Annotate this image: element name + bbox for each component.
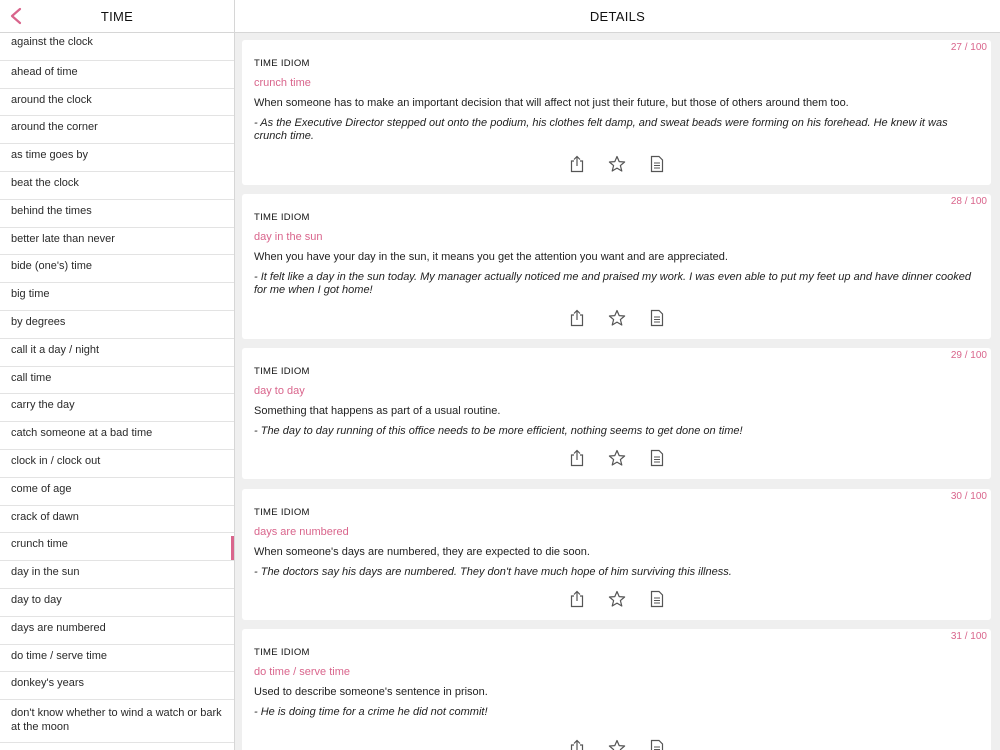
list-item[interactable]	[0, 367, 234, 395]
list-item-label: come of age	[11, 482, 72, 495]
share-button[interactable]	[568, 592, 586, 610]
card-phrase: day to day	[254, 385, 305, 397]
list-item[interactable]	[0, 33, 234, 61]
details-header	[235, 0, 1000, 33]
card-actions	[242, 741, 991, 750]
list-item-label: bide (one's) time	[11, 260, 92, 273]
card-example: - The doctors say his days are numbered. They don't have much hope of him surviving this illness.	[254, 566, 732, 578]
star-icon	[608, 739, 626, 750]
note-button[interactable]	[648, 311, 666, 329]
document-icon	[650, 155, 664, 178]
list-item[interactable]	[0, 394, 234, 422]
card-example: - It felt like a day in the sun today. My manager actually noticed me and praised my work. I was even able to put my feet up and have dinner cooked for me when I got home!	[254, 271, 972, 296]
idiom-list	[0, 33, 234, 743]
list-item-label: around the corner	[11, 121, 98, 134]
share-button[interactable]	[568, 157, 586, 175]
idiom-card	[242, 40, 991, 185]
star-icon	[608, 309, 626, 332]
list-item[interactable]	[0, 672, 234, 700]
favorite-button[interactable]	[608, 451, 626, 469]
list-item[interactable]	[0, 116, 234, 144]
card-counter: 29 / 100	[950, 350, 987, 361]
list-item[interactable]	[0, 645, 234, 673]
card-phrase: day in the sun	[254, 231, 323, 243]
share-icon	[569, 739, 585, 750]
list-item[interactable]	[0, 144, 234, 172]
card-counter: 31 / 100	[950, 631, 987, 642]
list-item-label: against the clock	[11, 36, 93, 48]
star-icon	[608, 155, 626, 178]
list-item-label: catch someone at a bad time	[11, 427, 153, 440]
card-counter: 28 / 100	[950, 196, 987, 207]
list-item[interactable]	[0, 311, 234, 339]
list-item-label: days are numbered	[11, 621, 106, 634]
list-item-label: crack of dawn	[11, 510, 79, 523]
details-title: DETAILS	[589, 8, 646, 24]
list-item[interactable]	[0, 172, 234, 200]
note-button[interactable]	[648, 592, 666, 610]
list-item-label: call it a day / night	[11, 343, 100, 356]
share-icon	[569, 590, 585, 613]
card-phrase: crunch time	[254, 77, 311, 89]
card-actions	[242, 157, 991, 175]
card-actions	[242, 592, 991, 610]
card-phrase: days are numbered	[254, 526, 349, 538]
selection-indicator	[231, 536, 234, 560]
share-icon	[569, 309, 585, 332]
list-item-label: call time	[11, 371, 52, 384]
list-item-label: by degrees	[11, 315, 66, 328]
note-button[interactable]	[648, 451, 666, 469]
share-icon	[569, 449, 585, 472]
list-item-label: behind the times	[11, 204, 92, 217]
list-item-label: day in the sun	[11, 566, 80, 579]
list-item-label: as time goes by	[11, 149, 89, 162]
document-icon	[650, 590, 664, 613]
idiom-card	[242, 348, 991, 479]
favorite-button[interactable]	[608, 157, 626, 175]
list-item[interactable]	[0, 700, 234, 743]
share-button[interactable]	[568, 451, 586, 469]
idiom-card	[242, 629, 991, 750]
list-item-label: carry the day	[11, 399, 75, 412]
star-icon	[608, 449, 626, 472]
list-item[interactable]	[0, 617, 234, 645]
card-category: TIME IDIOM	[254, 507, 310, 518]
list-header	[0, 0, 234, 33]
card-category: TIME IDIOM	[254, 366, 310, 377]
share-button[interactable]	[568, 311, 586, 329]
list-item[interactable]	[0, 283, 234, 311]
list-item[interactable]	[0, 89, 234, 117]
list-item-label: donkey's years	[11, 677, 85, 690]
card-definition: Used to describe someone's sentence in prison.	[254, 686, 488, 698]
list-item-label: crunch time	[11, 538, 68, 551]
idiom-card	[242, 194, 991, 339]
list-item-label: ahead of time	[11, 65, 78, 78]
document-icon	[650, 309, 664, 332]
chevron-left-icon	[9, 7, 23, 25]
list-item-label: around the clock	[11, 93, 92, 106]
card-category: TIME IDIOM	[254, 212, 310, 223]
card-example: - The day to day running of this office needs to be more efficient, nothing seems to get done on time!	[254, 425, 743, 437]
list-item-selected[interactable]	[0, 533, 234, 561]
card-definition: When someone's days are numbered, they are expected to die soon.	[254, 546, 590, 558]
list-item-label: big time	[11, 288, 50, 301]
list-item-label: better late than never	[11, 232, 115, 245]
card-actions	[242, 311, 991, 329]
card-definition: Something that happens as part of a usual routine.	[254, 405, 501, 417]
list-item[interactable]	[0, 478, 234, 506]
card-example: - As the Executive Director stepped out onto the podium, his clothes felt damp, and sweat beads were forming on his forehead. He knew it was crunch time.	[254, 117, 948, 142]
favorite-button[interactable]	[608, 741, 626, 750]
card-definition: When you have your day in the sun, it means you get the attention you want and are appreciated.	[254, 251, 728, 263]
favorite-button[interactable]	[608, 311, 626, 329]
list-item-label: beat the clock	[11, 176, 79, 189]
list-item-label: day to day	[11, 593, 62, 606]
list-item-label: clock in / clock out	[11, 454, 101, 467]
document-icon	[650, 739, 664, 750]
card-phrase: do time / serve time	[254, 666, 350, 678]
list-item-label: don't know whether to wind a watch or bark at the moon	[11, 707, 222, 734]
note-button[interactable]	[648, 741, 666, 750]
note-button[interactable]	[648, 157, 666, 175]
idiom-card	[242, 489, 991, 620]
star-icon	[608, 590, 626, 613]
list-item-label: do time / serve time	[11, 649, 107, 662]
card-definition: When someone has to make an important decision that will affect not just their future, but those of others around them too.	[254, 97, 849, 109]
card-counter: 30 / 100	[950, 491, 987, 502]
list-item[interactable]	[0, 255, 234, 283]
list-item[interactable]	[0, 228, 234, 256]
list-item[interactable]	[0, 422, 234, 450]
list-item[interactable]	[0, 200, 234, 228]
share-button[interactable]	[568, 741, 586, 750]
card-category: TIME IDIOM	[254, 647, 310, 658]
list-title: TIME	[100, 8, 134, 24]
list-item[interactable]	[0, 61, 234, 89]
list-item[interactable]	[0, 589, 234, 617]
back-button[interactable]	[4, 4, 28, 28]
details-panel	[235, 0, 1000, 750]
list-item[interactable]	[0, 561, 234, 589]
document-icon	[650, 449, 664, 472]
share-icon	[569, 155, 585, 178]
card-counter: 27 / 100	[950, 42, 987, 53]
card-category: TIME IDIOM	[254, 58, 310, 69]
favorite-button[interactable]	[608, 592, 626, 610]
card-example: - He is doing time for a crime he did not commit!	[254, 706, 488, 718]
list-item[interactable]	[0, 339, 234, 367]
card-actions	[242, 451, 991, 469]
list-item[interactable]	[0, 450, 234, 478]
list-item[interactable]	[0, 506, 234, 534]
idiom-list-panel	[0, 0, 235, 750]
